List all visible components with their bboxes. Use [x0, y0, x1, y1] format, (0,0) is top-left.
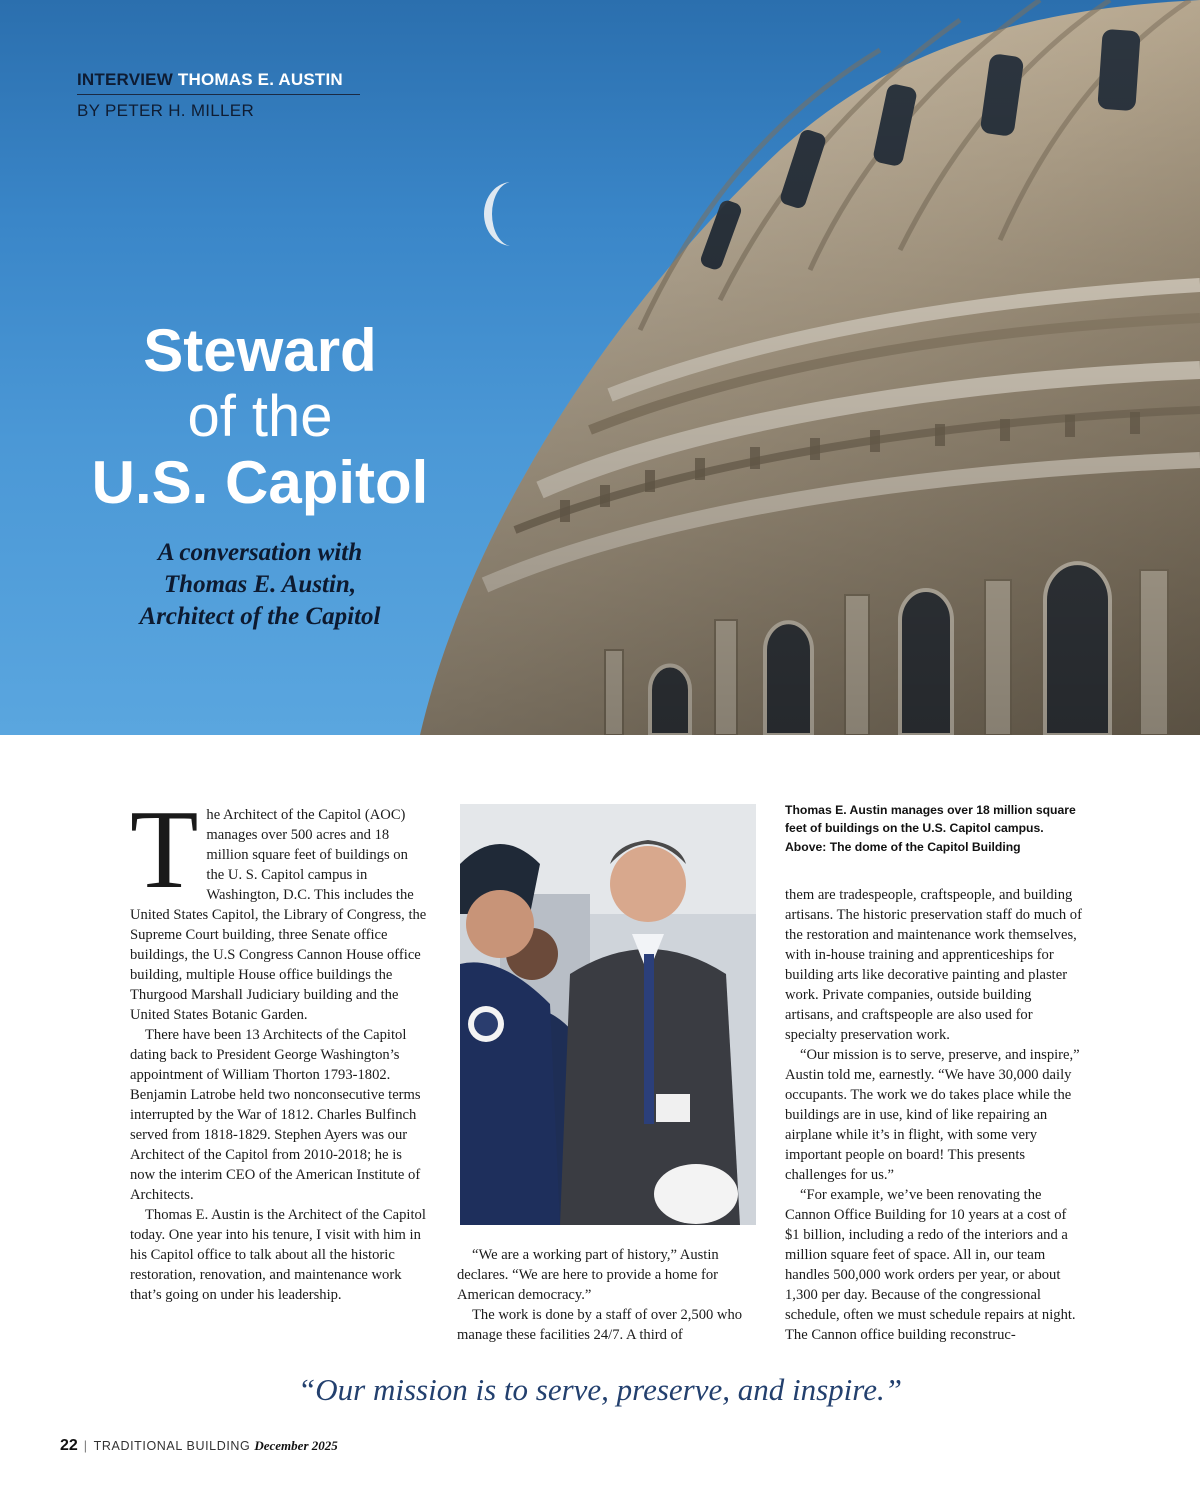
paragraph: “Our mission is to serve, preserve, and inspire,” Austin told me, earnestly. “We have 30,000 daily occupants. The work we do takes place while the buildings are in use, kind of like repairing an airplane while it’s in flight, with some very important people on board! This presents challenges for us.”: [785, 1047, 1080, 1183]
deck-line-3: Architect of the Capitol: [139, 603, 381, 630]
title-line-2: of the: [187, 384, 333, 449]
deck-line-1: A conversation with: [157, 539, 363, 566]
article-title: [60, 318, 460, 516]
hero-image: [0, 0, 1200, 735]
paragraph-text: he Architect of the Capitol (AOC) manages over 500 acres and 18 million square feet of buildings on the U. S. Capitol campus in Washington, D.C. This includes the United States Capitol, the Library of Congress, the Supreme Court building, three Senate office buildings, the U.S Congress Cannon House office building, multiple House office buildings the Thurgood Marshall Judiciary building and the United States Botanic Garden.: [130, 807, 427, 1023]
page-number: 22: [60, 1437, 78, 1454]
article-deck: [80, 537, 440, 633]
drop-cap: T: [130, 788, 199, 912]
moon-icon: [484, 182, 512, 246]
paragraph: them are tradespeople, craftspeople, and building artisans. The historic preservation staff do much of the restoration and maintenance work themselves, with in-house training and apprenticeships for building arts like decorative painting and plaster work. Private companies, outside building artisans, and craftspeople are also used for specialty preservation work.: [785, 887, 1082, 1043]
byline: BY PETER H. MILLER: [77, 101, 255, 120]
photo-caption: Thomas E. Austin manages over 18 million square feet of buildings on the U.S. Capitol campus. Above: The dome of the Capitol Building: [785, 803, 1076, 854]
body-column-1: [130, 788, 428, 1305]
deck-line-2: Thomas E. Austin,: [163, 571, 357, 598]
page-footer: [60, 1437, 338, 1455]
paragraph: “For example, we’ve been renovating the Cannon Office Building for 10 years at a cost of $1 billion, including a redo of the interiors and a million square feet of space. All in, our team handles 500,000 work orders per year, or about 1,300 per day. Because of the congressional schedule, often we must schedule repairs at night. The Cannon office building reconstruc-: [785, 1187, 1076, 1343]
paragraph: “We are a working part of history,” Austin declares. “We are here to provide a home for American democracy.”: [457, 1247, 719, 1303]
kicker-name: THOMAS E. AUSTIN: [177, 70, 343, 89]
kicker-label: INTERVIEW: [77, 70, 173, 89]
publication-name: TRADITIONAL BUILDING: [93, 1439, 251, 1453]
pull-quote: “Our mission is to serve, preserve, and inspire.”: [298, 1372, 902, 1407]
body-column-3: [785, 885, 1083, 1345]
austin-photo: [460, 804, 756, 1225]
paragraph: [130, 788, 428, 1025]
issue-date: December 2025: [254, 1438, 338, 1453]
paragraph: Thomas E. Austin is the Architect of the Capitol today. One year into his tenure, I visit with him in his Capitol office to talk about all the historic restoration, renovation, and maintenance work that’s going on under his leadership.: [130, 1207, 426, 1303]
footer-separator: |: [83, 1439, 88, 1453]
interview-kicker: [77, 70, 360, 95]
photo-illustration: [460, 804, 756, 1225]
paragraph: The work is done by a staff of over 2,500 who manage these facilities 24/7. A third of: [457, 1307, 743, 1343]
title-line-1: Steward: [143, 317, 377, 384]
title-line-3: U.S. Capitol: [91, 449, 429, 516]
paragraph: There have been 13 Architects of the Capitol dating back to President George Washington’s appointment of William Thorton 1793-1802. Benjamin Latrobe held two nonconsecutive terms interrupted by the War of 1812. Charles Bulfinch served from 1818-1829. Stephen Ayers was our Architect of the Capitol from 2010-2018; he is now the interim CEO of the American Institute of Architects.: [130, 1027, 421, 1203]
body-column-2: [457, 1245, 755, 1345]
